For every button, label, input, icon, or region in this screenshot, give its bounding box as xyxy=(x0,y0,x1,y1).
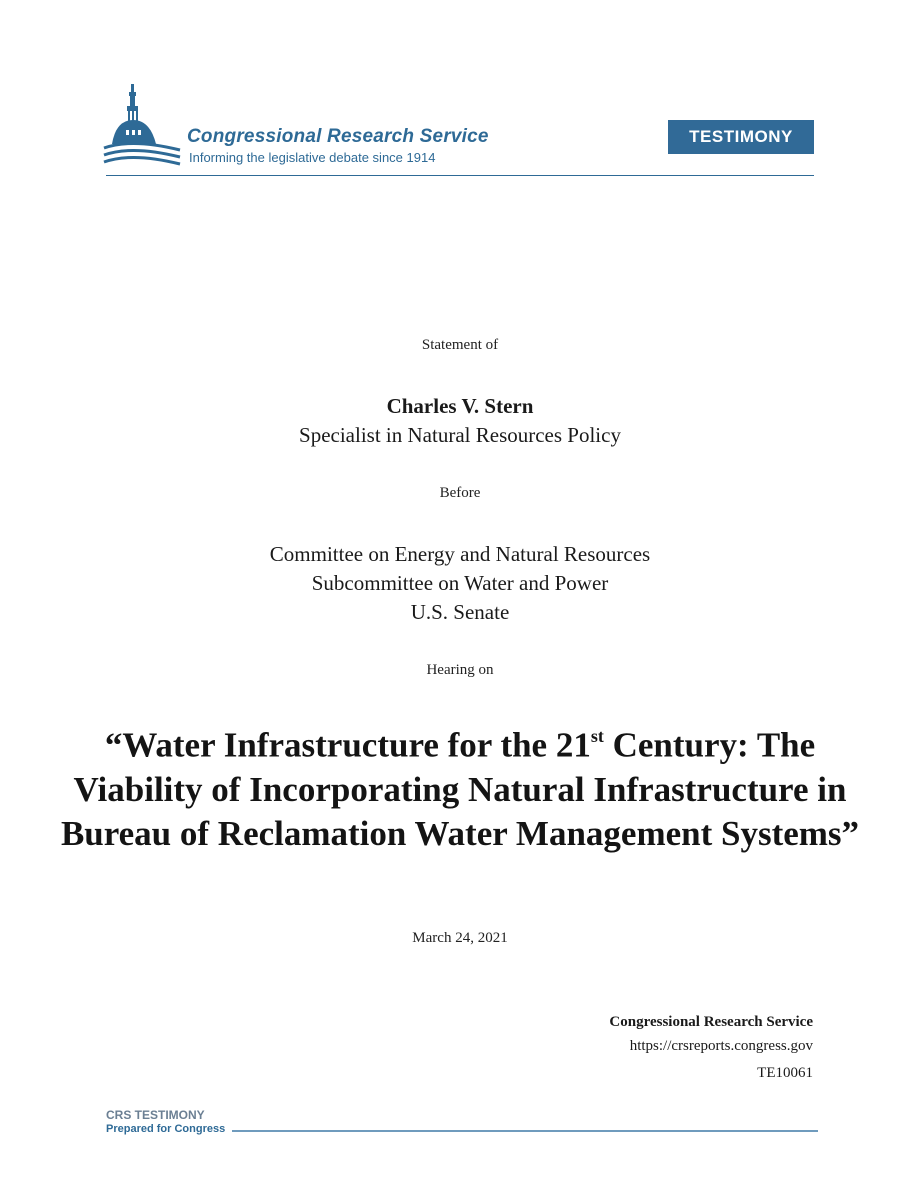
hearing-date: March 24, 2021 xyxy=(412,930,508,946)
committee-name: Committee on Energy and Natural Resources xyxy=(269,542,651,566)
org-name: Congressional Research Service xyxy=(187,126,489,147)
footer-sublabel: Prepared for Congress xyxy=(106,1123,226,1135)
witness-name: Charles V. Stern xyxy=(386,394,534,418)
witness-title: Specialist in Natural Resources Policy xyxy=(299,423,621,447)
footer-label: CRS TESTIMONY xyxy=(106,1108,205,1122)
hearing-title xyxy=(60,716,860,856)
hearing-title-part2: Century: The Viability of Incorporating Natural Infrastructure in Bureau of Reclamation Water Management Systems” xyxy=(60,725,860,853)
hearing-title-part1: “Water Infrastructure for the 21 xyxy=(104,725,591,765)
publisher-org: Congressional Research Service xyxy=(609,1014,813,1030)
org-tagline: Informing the legislative debate since 1914 xyxy=(189,150,436,165)
hearing-on-label: Hearing on xyxy=(426,662,494,678)
publisher-url[interactable]: https://crsreports.congress.gov xyxy=(629,1038,813,1054)
header-divider xyxy=(106,175,814,176)
testimony-badge: TESTIMONY xyxy=(668,120,814,154)
before-label: Before xyxy=(439,485,481,501)
capitol-dome-icon xyxy=(102,82,182,168)
report-number: TE10061 xyxy=(757,1065,813,1081)
chamber-name: U.S. Senate xyxy=(410,600,510,624)
hearing-title-superscript: st xyxy=(590,726,604,746)
statement-of-label: Statement of xyxy=(421,337,499,353)
subcommittee-name: Subcommittee on Water and Power xyxy=(311,571,609,595)
footer-divider xyxy=(232,1130,818,1132)
